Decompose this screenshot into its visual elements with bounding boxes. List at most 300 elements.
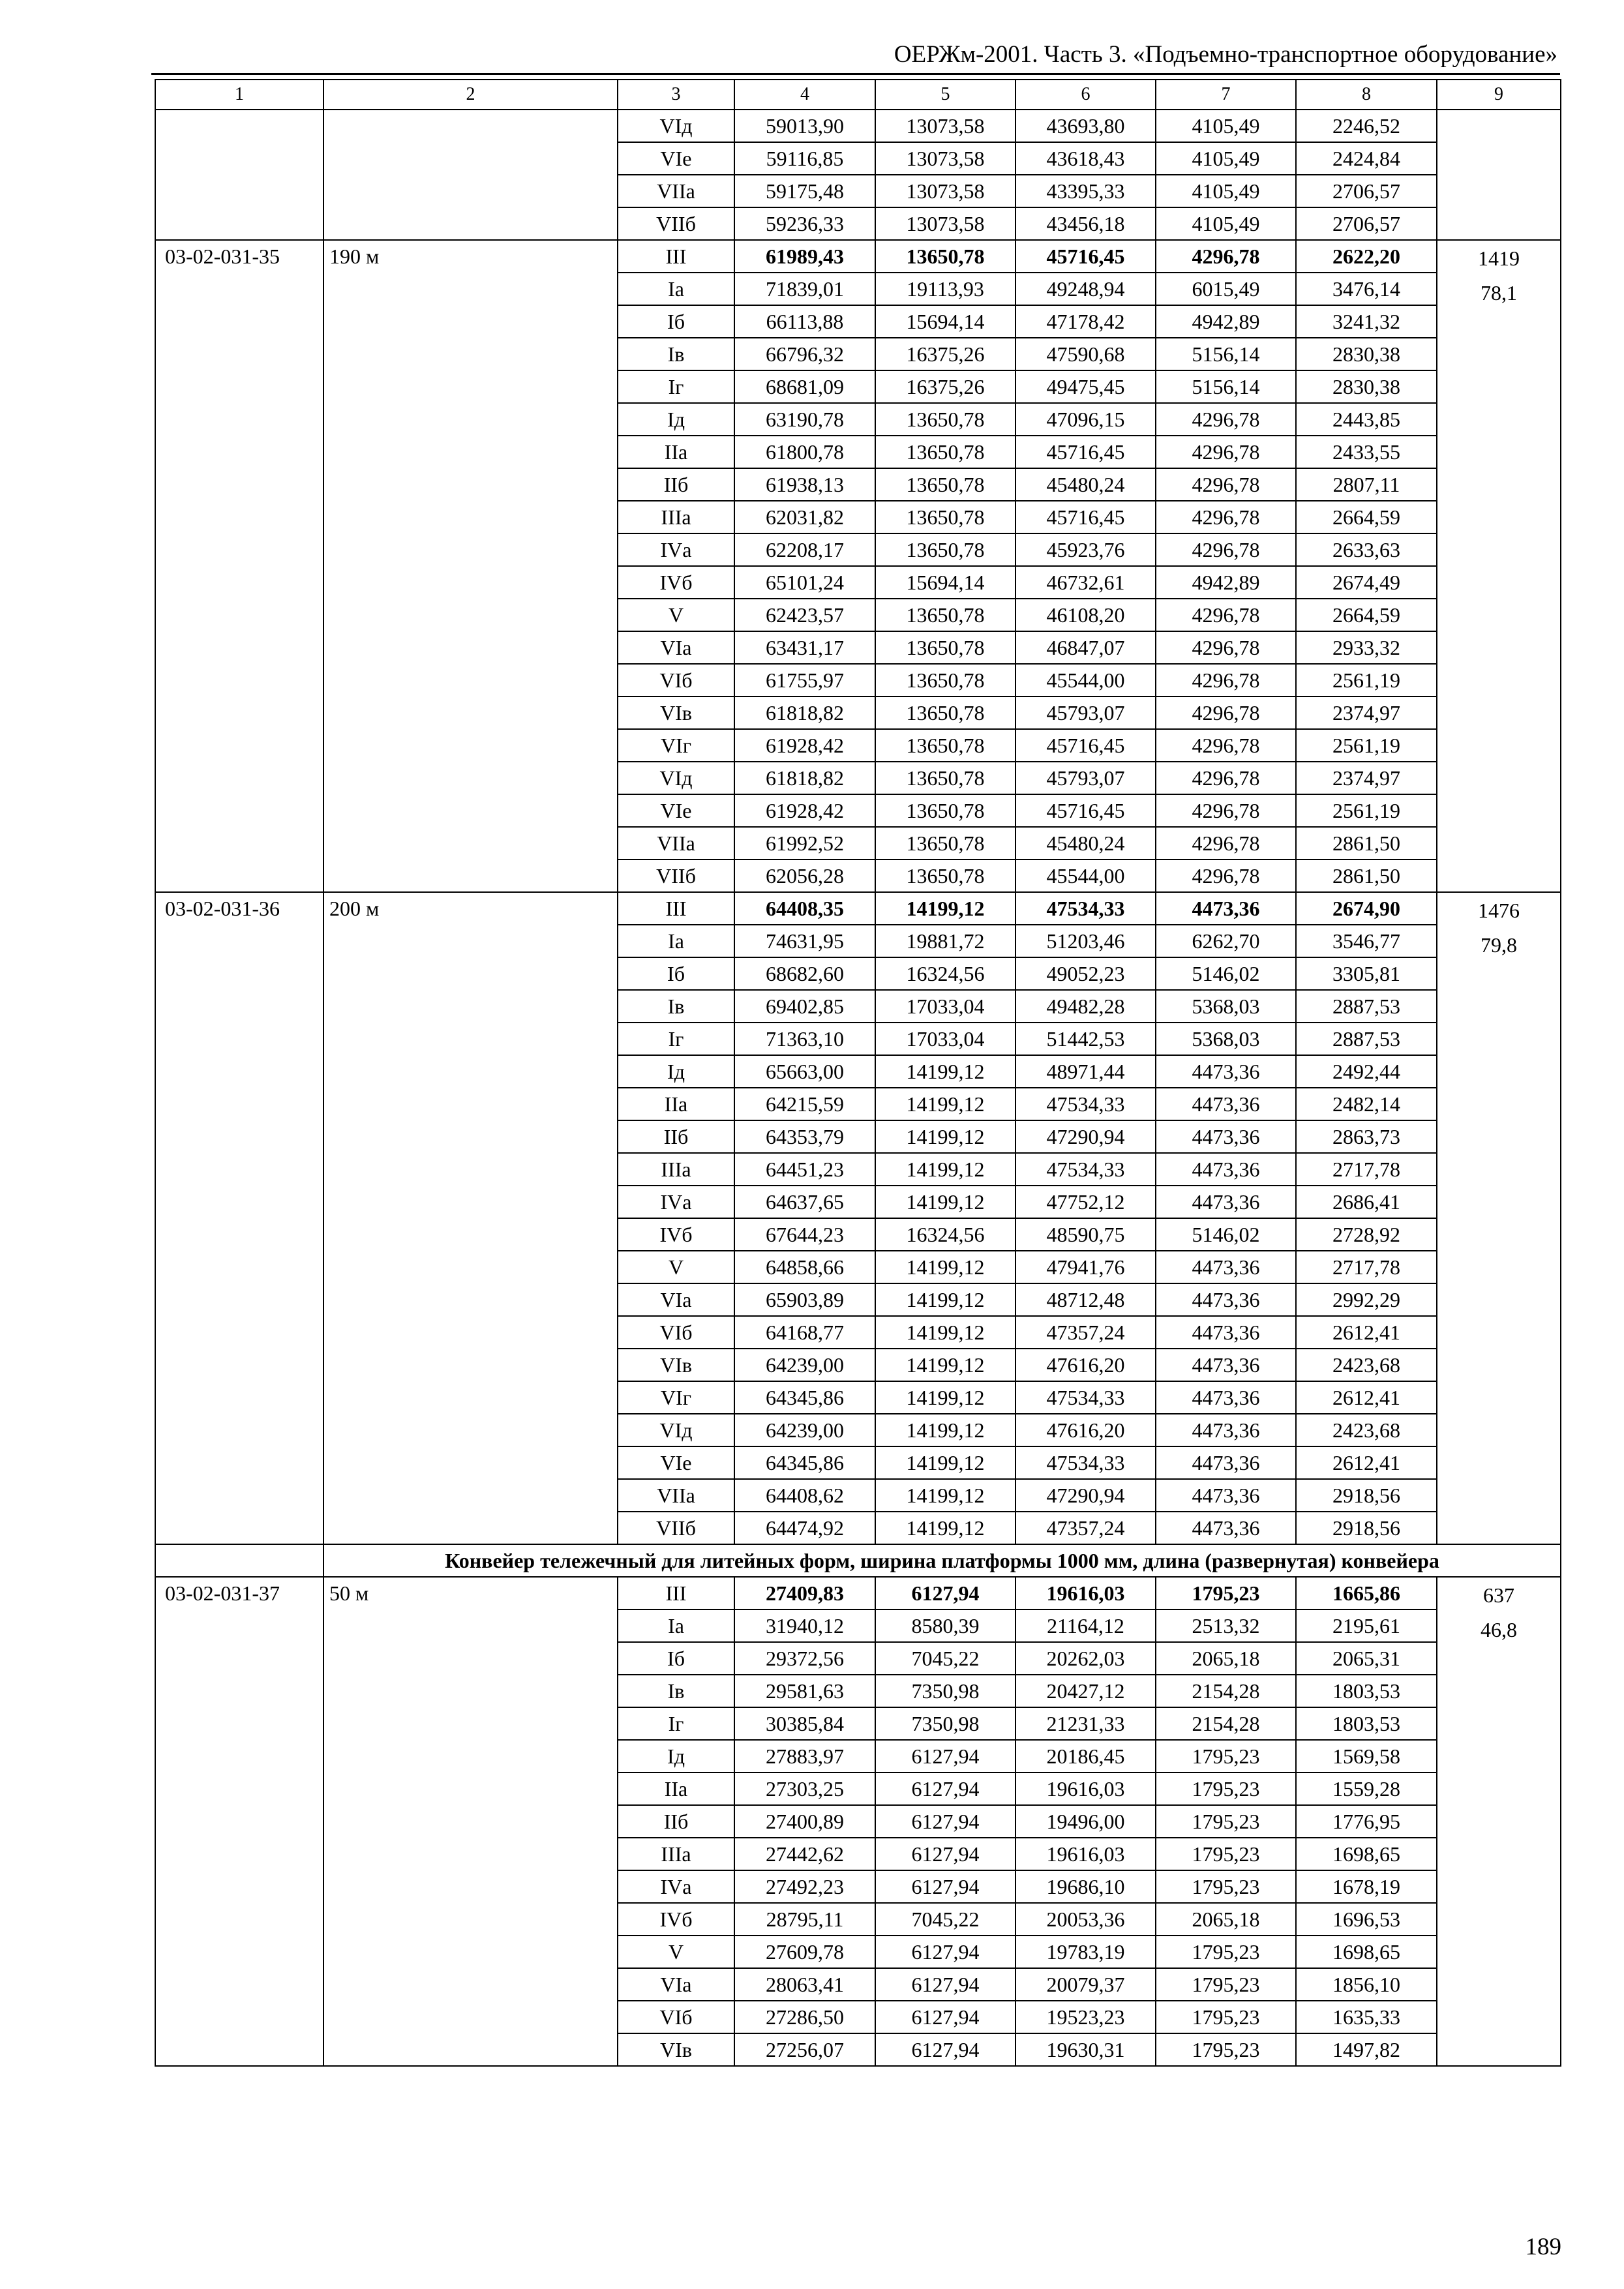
zone-cell: VIб — [618, 1316, 734, 1349]
column-9-value: 78,1 — [1481, 281, 1517, 305]
table-row — [155, 110, 1561, 142]
value-cell: 47616,20 — [1015, 1414, 1156, 1446]
value-cell: 16324,56 — [875, 1218, 1015, 1251]
value-cell: 45716,45 — [1015, 794, 1156, 827]
zone-cell: VIIб — [618, 1512, 734, 1544]
value-cell: 64345,86 — [734, 1446, 875, 1479]
value-cell: 17033,04 — [875, 1023, 1015, 1055]
value-cell: 19686,10 — [1015, 1870, 1156, 1903]
value-cell: 27286,50 — [734, 2001, 875, 2033]
zone-cell: VIб — [618, 664, 734, 696]
value-cell: 2513,32 — [1156, 1609, 1296, 1642]
value-cell: 20186,45 — [1015, 1740, 1156, 1773]
value-cell: 4473,36 — [1156, 1414, 1296, 1446]
value-cell: 67644,23 — [734, 1218, 875, 1251]
value-cell: 21231,33 — [1015, 1707, 1156, 1740]
value-cell: 5146,02 — [1156, 1218, 1296, 1251]
value-cell: 14199,12 — [875, 1088, 1015, 1120]
zone-cell: Iв — [618, 1675, 734, 1707]
zone-cell: VIв — [618, 1349, 734, 1381]
value-cell: 64239,00 — [734, 1349, 875, 1381]
section-title: Конвейер тележечный для литейных форм, ширина платформы 1000 мм, длина (развернутая) конвейера — [323, 1544, 1561, 1577]
value-cell: 19616,03 — [1015, 1577, 1156, 1609]
value-cell: 4473,36 — [1156, 1088, 1296, 1120]
value-cell: 4296,78 — [1156, 762, 1296, 794]
value-cell: 27492,23 — [734, 1870, 875, 1903]
value-cell: 4473,36 — [1156, 1446, 1296, 1479]
value-cell: 13650,78 — [875, 827, 1015, 860]
value-cell: 3476,14 — [1296, 273, 1437, 305]
value-cell: 2374,97 — [1296, 696, 1437, 729]
value-cell: 43456,18 — [1015, 207, 1156, 240]
value-cell: 2065,18 — [1156, 1903, 1296, 1936]
value-cell: 28795,11 — [734, 1903, 875, 1936]
value-cell: 45480,24 — [1015, 468, 1156, 501]
value-cell: 4296,78 — [1156, 599, 1296, 631]
value-cell: 14199,12 — [875, 1446, 1015, 1479]
value-cell: 61928,42 — [734, 794, 875, 827]
column-9-value: 1419 — [1478, 247, 1520, 270]
value-cell: 1795,23 — [1156, 1773, 1296, 1805]
value-cell: 14199,12 — [875, 1120, 1015, 1153]
value-cell: 19881,72 — [875, 925, 1015, 957]
value-cell: 66113,88 — [734, 305, 875, 338]
zone-cell: Iд — [618, 1055, 734, 1088]
value-cell: 45716,45 — [1015, 240, 1156, 273]
value-cell: 64637,65 — [734, 1186, 875, 1218]
zone-cell: Iг — [618, 1707, 734, 1740]
value-cell: 27303,25 — [734, 1773, 875, 1805]
value-cell: 62056,28 — [734, 860, 875, 892]
value-cell: 4105,49 — [1156, 175, 1296, 207]
value-cell: 13073,58 — [875, 142, 1015, 175]
value-cell: 16324,56 — [875, 957, 1015, 990]
value-cell: 43618,43 — [1015, 142, 1156, 175]
zone-cell: VIв — [618, 696, 734, 729]
value-cell: 4296,78 — [1156, 533, 1296, 566]
column-9-value: 46,8 — [1481, 1618, 1517, 1641]
value-cell: 29581,63 — [734, 1675, 875, 1707]
value-cell: 47941,76 — [1015, 1251, 1156, 1283]
value-cell: 1698,65 — [1296, 1838, 1437, 1870]
value-cell: 19113,93 — [875, 273, 1015, 305]
value-cell: 4296,78 — [1156, 403, 1296, 436]
value-cell: 1795,23 — [1156, 1577, 1296, 1609]
zone-cell: VIв — [618, 2033, 734, 2066]
value-cell: 4296,78 — [1156, 860, 1296, 892]
value-cell: 47534,33 — [1015, 1381, 1156, 1414]
value-cell: 63431,17 — [734, 631, 875, 664]
zone-cell: IVб — [618, 566, 734, 599]
value-cell: 2443,85 — [1296, 403, 1437, 436]
zone-cell: IVа — [618, 1870, 734, 1903]
value-cell: 65101,24 — [734, 566, 875, 599]
value-cell: 45793,07 — [1015, 696, 1156, 729]
zone-cell: Iа — [618, 925, 734, 957]
zone-cell: IIа — [618, 1773, 734, 1805]
zone-cell: VIд — [618, 1414, 734, 1446]
value-cell: 2933,32 — [1296, 631, 1437, 664]
value-cell: 61938,13 — [734, 468, 875, 501]
value-cell: 2246,52 — [1296, 110, 1437, 142]
value-cell: 1678,19 — [1296, 1870, 1437, 1903]
table-row — [155, 892, 1561, 925]
value-cell: 2633,63 — [1296, 533, 1437, 566]
resource-code: 03-02-031-35 — [155, 240, 323, 892]
value-cell: 19783,19 — [1015, 1936, 1156, 1968]
value-cell: 2887,53 — [1296, 1023, 1437, 1055]
value-cell: 47534,33 — [1015, 892, 1156, 925]
value-cell: 6127,94 — [875, 1870, 1015, 1903]
value-cell: 13650,78 — [875, 729, 1015, 762]
value-cell: 4473,36 — [1156, 1316, 1296, 1349]
value-cell: 4473,36 — [1156, 1479, 1296, 1512]
value-cell: 13650,78 — [875, 533, 1015, 566]
value-cell: 1795,23 — [1156, 2001, 1296, 2033]
value-cell: 14199,12 — [875, 1349, 1015, 1381]
value-cell: 4296,78 — [1156, 664, 1296, 696]
zone-cell: IIа — [618, 436, 734, 468]
value-cell: 19630,31 — [1015, 2033, 1156, 2066]
zone-cell: VIIб — [618, 860, 734, 892]
value-cell: 14199,12 — [875, 1316, 1015, 1349]
value-cell: 13650,78 — [875, 794, 1015, 827]
value-cell: 2706,57 — [1296, 207, 1437, 240]
value-cell: 64345,86 — [734, 1381, 875, 1414]
value-cell: 2622,20 — [1296, 240, 1437, 273]
zone-cell: Iа — [618, 273, 734, 305]
column-9-value: 637 — [1483, 1583, 1514, 1607]
value-cell: 2717,78 — [1296, 1251, 1437, 1283]
value-cell: 45716,45 — [1015, 436, 1156, 468]
value-cell: 45923,76 — [1015, 533, 1156, 566]
value-cell: 14199,12 — [875, 1251, 1015, 1283]
zone-cell: IIIа — [618, 1153, 734, 1186]
value-cell: 13650,78 — [875, 240, 1015, 273]
value-cell: 2154,28 — [1156, 1675, 1296, 1707]
value-cell: 27609,78 — [734, 1936, 875, 1968]
value-cell: 2195,61 — [1296, 1609, 1437, 1642]
conveyor-length — [323, 110, 618, 240]
value-cell: 2065,31 — [1296, 1642, 1437, 1675]
value-cell: 64474,92 — [734, 1512, 875, 1544]
value-cell: 4296,78 — [1156, 468, 1296, 501]
value-cell: 19523,23 — [1015, 2001, 1156, 2033]
value-cell: 4296,78 — [1156, 631, 1296, 664]
zone-cell: Iа — [618, 1609, 734, 1642]
value-cell: 6015,49 — [1156, 273, 1296, 305]
value-cell: 1497,82 — [1296, 2033, 1437, 2066]
value-cell: 68681,09 — [734, 370, 875, 403]
value-cell: 2374,97 — [1296, 762, 1437, 794]
value-cell: 4296,78 — [1156, 827, 1296, 860]
resource-code: 03-02-031-36 — [155, 892, 323, 1544]
value-cell: 43693,80 — [1015, 110, 1156, 142]
value-cell: 47290,94 — [1015, 1479, 1156, 1512]
value-cell: 1803,53 — [1296, 1675, 1437, 1707]
value-cell: 2561,19 — [1296, 664, 1437, 696]
zone-cell: VIб — [618, 2001, 734, 2033]
value-cell: 14199,12 — [875, 1283, 1015, 1316]
zone-cell: VIд — [618, 110, 734, 142]
value-cell: 2154,28 — [1156, 1707, 1296, 1740]
value-cell: 3305,81 — [1296, 957, 1437, 990]
value-cell: 47357,24 — [1015, 1316, 1156, 1349]
value-cell: 2674,49 — [1296, 566, 1437, 599]
value-cell: 48712,48 — [1015, 1283, 1156, 1316]
zone-cell: V — [618, 1936, 734, 1968]
value-cell: 3546,77 — [1296, 925, 1437, 957]
value-cell: 6127,94 — [875, 1577, 1015, 1609]
value-cell: 61755,97 — [734, 664, 875, 696]
value-cell: 14199,12 — [875, 1186, 1015, 1218]
value-cell: 47534,33 — [1015, 1446, 1156, 1479]
column-9-cell — [1437, 1577, 1561, 2066]
value-cell: 13073,58 — [875, 207, 1015, 240]
value-cell: 6127,94 — [875, 1968, 1015, 2001]
zone-cell: VIIа — [618, 827, 734, 860]
value-cell: 4473,36 — [1156, 1153, 1296, 1186]
value-cell: 5368,03 — [1156, 1023, 1296, 1055]
value-cell: 6127,94 — [875, 1805, 1015, 1838]
value-cell: 65903,89 — [734, 1283, 875, 1316]
value-cell: 4942,89 — [1156, 305, 1296, 338]
zone-cell: IIIа — [618, 501, 734, 533]
value-cell: 4296,78 — [1156, 729, 1296, 762]
page-number: 189 — [1525, 2234, 1561, 2260]
zone-cell: Iв — [618, 338, 734, 370]
zone-cell: Iд — [618, 403, 734, 436]
value-cell: 5156,14 — [1156, 370, 1296, 403]
value-cell: 49248,94 — [1015, 273, 1156, 305]
value-cell: 2423,68 — [1296, 1349, 1437, 1381]
zone-cell: V — [618, 1251, 734, 1283]
value-cell: 69402,85 — [734, 990, 875, 1023]
value-cell: 2612,41 — [1296, 1446, 1437, 1479]
section-row — [155, 1544, 1561, 1577]
value-cell: 27442,62 — [734, 1838, 875, 1870]
value-cell: 7045,22 — [875, 1642, 1015, 1675]
value-cell: 5368,03 — [1156, 990, 1296, 1023]
zone-cell: IIб — [618, 1120, 734, 1153]
value-cell: 1776,95 — [1296, 1805, 1437, 1838]
zone-cell: Iг — [618, 1023, 734, 1055]
value-cell: 61992,52 — [734, 827, 875, 860]
value-cell: 6127,94 — [875, 2001, 1015, 2033]
value-cell: 71363,10 — [734, 1023, 875, 1055]
column-9-value: 79,8 — [1481, 933, 1517, 957]
value-cell: 29372,56 — [734, 1642, 875, 1675]
zone-cell: IVа — [618, 1186, 734, 1218]
section-blank-cell — [155, 1544, 323, 1577]
value-cell: 2492,44 — [1296, 1055, 1437, 1088]
value-cell: 47096,15 — [1015, 403, 1156, 436]
column-number: 7 — [1156, 80, 1296, 110]
value-cell: 47534,33 — [1015, 1153, 1156, 1186]
value-cell: 47590,68 — [1015, 338, 1156, 370]
zone-cell: IIа — [618, 1088, 734, 1120]
value-cell: 5156,14 — [1156, 338, 1296, 370]
value-cell: 61818,82 — [734, 696, 875, 729]
value-cell: 2433,55 — [1296, 436, 1437, 468]
value-cell: 47534,33 — [1015, 1088, 1156, 1120]
value-cell: 2706,57 — [1296, 175, 1437, 207]
value-cell: 2717,78 — [1296, 1153, 1437, 1186]
zone-cell: IVа — [618, 533, 734, 566]
zone-cell: Iб — [618, 1642, 734, 1675]
value-cell: 5146,02 — [1156, 957, 1296, 990]
value-cell: 8580,39 — [875, 1609, 1015, 1642]
value-cell: 27409,83 — [734, 1577, 875, 1609]
value-cell: 2861,50 — [1296, 827, 1437, 860]
zone-cell: VIIб — [618, 207, 734, 240]
value-cell: 16375,26 — [875, 370, 1015, 403]
value-cell: 1795,23 — [1156, 1870, 1296, 1903]
value-cell: 13650,78 — [875, 631, 1015, 664]
header-rule — [151, 73, 1560, 75]
value-cell: 47290,94 — [1015, 1120, 1156, 1153]
value-cell: 43395,33 — [1015, 175, 1156, 207]
value-cell: 20053,36 — [1015, 1903, 1156, 1936]
value-cell: 71839,01 — [734, 273, 875, 305]
value-cell: 59236,33 — [734, 207, 875, 240]
value-cell: 6127,94 — [875, 1773, 1015, 1805]
value-cell: 2065,18 — [1156, 1642, 1296, 1675]
value-cell: 2992,29 — [1296, 1283, 1437, 1316]
value-cell: 1803,53 — [1296, 1707, 1437, 1740]
value-cell: 4473,36 — [1156, 1283, 1296, 1316]
value-cell: 45544,00 — [1015, 664, 1156, 696]
value-cell: 4473,36 — [1156, 1512, 1296, 1544]
value-cell: 2674,90 — [1296, 892, 1437, 925]
value-cell: 6262,70 — [1156, 925, 1296, 957]
value-cell: 20079,37 — [1015, 1968, 1156, 2001]
value-cell: 46847,07 — [1015, 631, 1156, 664]
value-cell: 61800,78 — [734, 436, 875, 468]
value-cell: 64858,66 — [734, 1251, 875, 1283]
value-cell: 20427,12 — [1015, 1675, 1156, 1707]
value-cell: 45716,45 — [1015, 729, 1156, 762]
value-cell: 1559,28 — [1296, 1773, 1437, 1805]
value-cell: 4473,36 — [1156, 892, 1296, 925]
value-cell: 2830,38 — [1296, 338, 1437, 370]
zone-cell: VIIа — [618, 1479, 734, 1512]
table-row — [155, 240, 1561, 273]
value-cell: 47357,24 — [1015, 1512, 1156, 1544]
value-cell: 2807,11 — [1296, 468, 1437, 501]
column-number: 5 — [875, 80, 1015, 110]
value-cell: 65663,00 — [734, 1055, 875, 1088]
value-cell: 59175,48 — [734, 175, 875, 207]
value-cell: 64408,35 — [734, 892, 875, 925]
conveyor-length: 200 м — [323, 892, 618, 1544]
value-cell: 27256,07 — [734, 2033, 875, 2066]
value-cell: 47752,12 — [1015, 1186, 1156, 1218]
value-cell: 51442,53 — [1015, 1023, 1156, 1055]
column-number: 9 — [1437, 80, 1561, 110]
column-9-cell — [1437, 240, 1561, 892]
value-cell: 13650,78 — [875, 501, 1015, 533]
value-cell: 4473,36 — [1156, 1120, 1296, 1153]
value-cell: 64239,00 — [734, 1414, 875, 1446]
zone-cell: IIб — [618, 1805, 734, 1838]
column-9-cell — [1437, 110, 1561, 240]
value-cell: 64168,77 — [734, 1316, 875, 1349]
value-cell: 49482,28 — [1015, 990, 1156, 1023]
value-cell: 63190,78 — [734, 403, 875, 436]
zone-cell: Iб — [618, 305, 734, 338]
value-cell: 2918,56 — [1296, 1479, 1437, 1512]
value-cell: 2861,50 — [1296, 860, 1437, 892]
value-cell: 62031,82 — [734, 501, 875, 533]
value-cell: 14199,12 — [875, 1055, 1015, 1088]
value-cell: 49052,23 — [1015, 957, 1156, 990]
value-cell: 4296,78 — [1156, 436, 1296, 468]
value-cell: 45716,45 — [1015, 501, 1156, 533]
value-cell: 14199,12 — [875, 1512, 1015, 1544]
column-9-value: 1476 — [1478, 899, 1520, 922]
zone-cell: Iв — [618, 990, 734, 1023]
value-cell: 61928,42 — [734, 729, 875, 762]
value-cell: 2612,41 — [1296, 1381, 1437, 1414]
value-cell: 4105,49 — [1156, 207, 1296, 240]
value-cell: 4105,49 — [1156, 110, 1296, 142]
value-cell: 7350,98 — [875, 1707, 1015, 1740]
value-cell: 13650,78 — [875, 696, 1015, 729]
value-cell: 30385,84 — [734, 1707, 875, 1740]
value-cell: 6127,94 — [875, 2033, 1015, 2066]
zone-cell: VIа — [618, 1283, 734, 1316]
value-cell: 2863,73 — [1296, 1120, 1437, 1153]
value-cell: 45544,00 — [1015, 860, 1156, 892]
value-cell: 1635,33 — [1296, 2001, 1437, 2033]
value-cell: 2612,41 — [1296, 1316, 1437, 1349]
value-cell: 2728,92 — [1296, 1218, 1437, 1251]
value-cell: 2561,19 — [1296, 729, 1437, 762]
value-cell: 46108,20 — [1015, 599, 1156, 631]
value-cell: 2664,59 — [1296, 599, 1437, 631]
value-cell: 1795,23 — [1156, 1838, 1296, 1870]
value-cell: 2830,38 — [1296, 370, 1437, 403]
value-cell: 1856,10 — [1296, 1968, 1437, 2001]
value-cell: 46732,61 — [1015, 566, 1156, 599]
table-body — [155, 80, 1561, 2066]
value-cell: 4473,36 — [1156, 1186, 1296, 1218]
value-cell: 51203,46 — [1015, 925, 1156, 957]
zone-cell: Iг — [618, 370, 734, 403]
value-cell: 1795,23 — [1156, 1936, 1296, 1968]
value-cell: 4296,78 — [1156, 696, 1296, 729]
value-cell: 1698,65 — [1296, 1936, 1437, 1968]
value-cell: 13650,78 — [875, 860, 1015, 892]
zone-cell: VIг — [618, 729, 734, 762]
value-cell: 47178,42 — [1015, 305, 1156, 338]
value-cell: 2664,59 — [1296, 501, 1437, 533]
price-table — [155, 79, 1561, 2067]
value-cell: 1795,23 — [1156, 2033, 1296, 2066]
value-cell: 20262,03 — [1015, 1642, 1156, 1675]
value-cell: 19616,03 — [1015, 1773, 1156, 1805]
resource-code: 03-02-031-37 — [155, 1577, 323, 2066]
value-cell: 14199,12 — [875, 1153, 1015, 1186]
zone-cell: V — [618, 599, 734, 631]
value-cell: 68682,60 — [734, 957, 875, 990]
value-cell: 14199,12 — [875, 1381, 1015, 1414]
value-cell: 19496,00 — [1015, 1805, 1156, 1838]
column-number: 3 — [618, 80, 734, 110]
value-cell: 3241,32 — [1296, 305, 1437, 338]
value-cell: 6127,94 — [875, 1740, 1015, 1773]
